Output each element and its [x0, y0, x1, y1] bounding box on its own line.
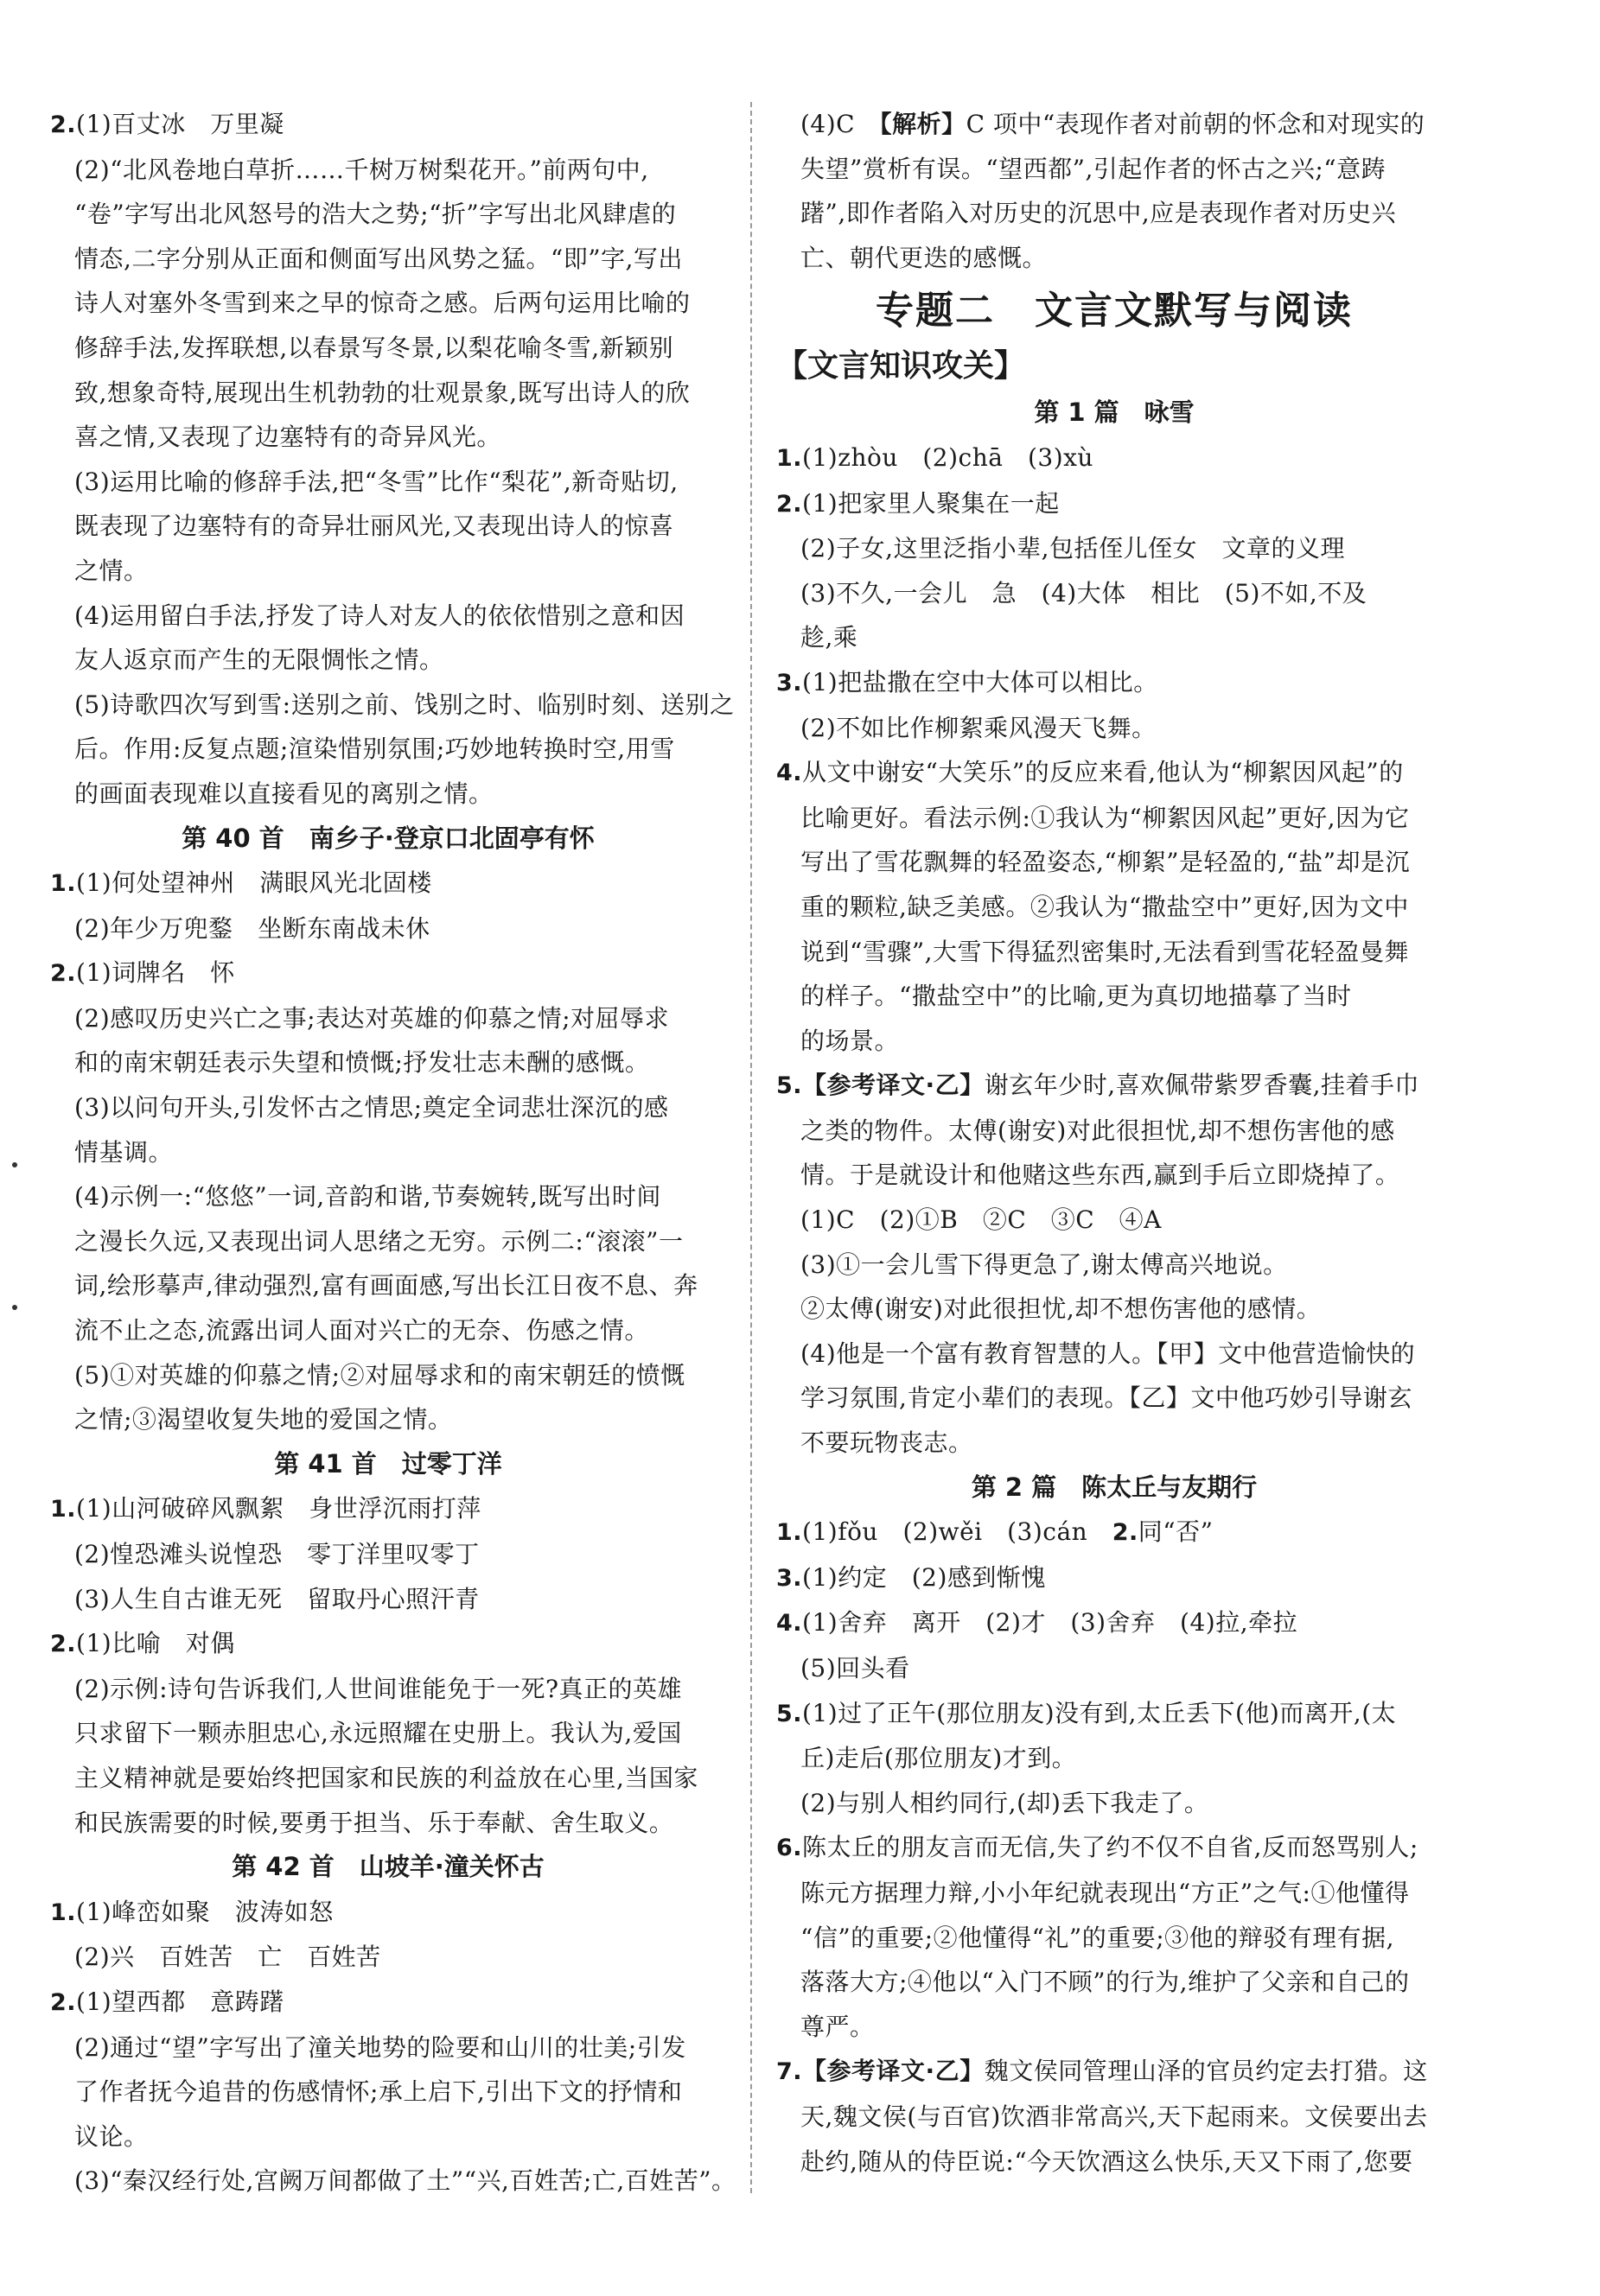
answer-line: 友人返京而产生的无限惆怅之情。: [74, 646, 444, 675]
answer-line: 陈元方据理力辩,小小年纪就表现出“方正”之气:①他懂得: [800, 1878, 1410, 1907]
answer-line: (4)运用留白手法,抒发了诗人对友人的依依惜别之意和因: [74, 601, 685, 630]
answer-text: 同“否”: [1138, 1517, 1214, 1547]
answer-text: 魏文侯同管理山泽的官员约定去打猎。这: [984, 2057, 1428, 2086]
answer-line: (4)示例一:“悠悠”一词,音韵和谐,节奏婉转,既写出时间: [74, 1182, 661, 1212]
answer-line: “信”的重要;②他懂得“礼”的重要;③他的辩驳有理有据,: [800, 1923, 1395, 1952]
answer-line: 学习氛围,肯定小辈们的表现。【乙】文中他巧妙引导谢玄: [800, 1383, 1412, 1413]
answer-line: [50, 1890, 726, 1936]
answer-text: 陈太丘的朋友言而无信,失了约不仅不自省,反而怒骂别人;: [802, 1833, 1418, 1862]
answer-line: (2)通过“望”字写出了潼关地势的险要和山川的壮美;引发: [74, 2032, 686, 2062]
answer-line: 议论。: [74, 2121, 149, 2151]
question-number: 5.: [776, 1072, 803, 1100]
answer-line: 说到“雪骤”,大雪下得猛烈密集时,无法看到雪花轻盈曼舞: [800, 937, 1409, 966]
answer-text: (1)词牌名 怀: [76, 958, 235, 988]
question-number: 1.: [776, 1519, 803, 1547]
answer-line: [776, 660, 1452, 706]
answer-line: (2)年少万兜鍪 坐断东南战未休: [74, 913, 430, 943]
question-number: 2.: [50, 960, 77, 988]
answer-line: 躇”,即作者陷入对历史的沉思中,应是表现作者对历史兴: [800, 199, 1397, 228]
answer-line: 既表现了边塞特有的奇异壮丽风光,又表现出诗人的惊喜: [74, 512, 674, 541]
answer-line: “卷”字写出北风怒号的浩大之势;“折”字写出北风肆虐的: [74, 200, 677, 229]
answer-line: [776, 102, 1452, 147]
answer-line: 喜之情,又表现了边塞特有的奇异风光。: [74, 423, 501, 452]
answer-text: (1)何处望神州 满眼风光北固楼: [76, 868, 432, 898]
answer-line: (2)感叹历史兴亡之事;表达对英雄的仰慕之情;对屈辱求: [74, 1003, 670, 1033]
translation-tag: 【参考译文·乙】: [802, 1071, 985, 1100]
answer-line: 修辞手法,发挥联想,以春景写冬景,以梨花喻冬雪,新颖别: [74, 333, 674, 362]
answer-line: (2)“北风卷地白草折……千树万树梨花开。”前两句中,: [74, 155, 649, 184]
question-number: 5.: [776, 1700, 803, 1727]
answer-text: (1)过了正午(那位朋友)没有到,太丘丢下(他)而离开,(太: [802, 1698, 1397, 1727]
answer-line: (2)子女,这里泛指小辈,包括侄儿侄女 文章的义理: [800, 534, 1345, 563]
question-number: 2.: [50, 1988, 77, 2016]
answer-line: [776, 436, 1452, 481]
answer-line: 重的颗粒,缺乏美感。②我认为“撒盐空中”更好,因为文中: [800, 892, 1409, 921]
answer-line: 天,魏文侯(与百官)饮酒非常高兴,天下起雨来。文侯要出去: [800, 2102, 1428, 2131]
answer-line: 赴约,随从的侍臣说:“今天饮酒这么快乐,天又下雨了,您要: [800, 2147, 1413, 2176]
answer-line: 和的南宋朝廷表示失望和愤慨;抒发壮志未酬的感慨。: [74, 1048, 650, 1078]
answer-line: 的样子。“撒盐空中”的比喻,更为真切地描摹了当时: [800, 982, 1352, 1011]
answer-text: (1)把盐撒在空中大体可以相比。: [802, 667, 1158, 696]
analysis-tag: 【解析】: [879, 110, 966, 138]
answer-line: [776, 481, 1452, 527]
answer-line: 之情。: [74, 556, 149, 585]
answer-line: 流不止之态,流露出词人面对兴亡的无奈、伤感之情。: [74, 1316, 649, 1345]
left-column: [50, 102, 736, 2204]
answer-line: 的场景。: [800, 1026, 900, 1055]
answer-line: (2)与别人相约同行,(却)丢下我走了。: [800, 1788, 1209, 1817]
question-number: 1.: [776, 444, 803, 472]
answer-line: 后。作用:反复点题;渲染惜别氛围;巧妙地转换时空,用雪: [74, 735, 675, 764]
answer-line: 趁,乘: [800, 623, 858, 652]
poem-title-42: 第 42 首 山坡羊·潼关怀古: [232, 1852, 545, 1882]
answer-line: 亡、朝代更迭的感慨。: [800, 243, 1048, 272]
answer-text: (1)山河破碎风飘絮 身世浮沉雨打萍: [76, 1494, 481, 1523]
question-number: 2.: [776, 490, 803, 518]
answer-line: 失望”赏析有误。“望西都”,引起作者的怀古之兴;“意踌: [800, 154, 1386, 183]
answer-line: [50, 1980, 726, 2026]
answer-line: 致,想象奇特,展现出生机勃勃的壮观景象,既写出诗人的欣: [74, 378, 691, 407]
answer-text: C 项中“表现作者对前朝的怀念和对现实的: [966, 110, 1425, 138]
passage-title-2: 第 2 篇 陈太丘与友期行: [971, 1472, 1258, 1502]
question-number: 4.: [776, 1610, 803, 1638]
answer-line: 之情;③渴望收复失地的爱国之情。: [74, 1405, 453, 1434]
answer-line: 比喻更好。看法示例:①我认为“柳絮因风起”更好,因为它: [800, 803, 1410, 832]
answer-line: [776, 750, 1452, 796]
answer-text: (1)望西都 意踌躇: [76, 1987, 284, 2016]
answer-line: [50, 951, 726, 996]
answer-line: (5)回头看: [800, 1654, 910, 1682]
answer-line: 情。于是就设计和他赌这些东西,赢到手后立即烧掉了。: [800, 1161, 1400, 1190]
answer-line: 写出了雪花飘舞的轻盈姿态,“柳絮”是轻盈的,“盐”却是沉: [800, 848, 1411, 877]
answer-line: 之类的物件。太傅(谢安)对此很担忧,却不想伤害他的感: [800, 1116, 1395, 1145]
poem-title-40: 第 40 首 南乡子·登京口北固亭有怀: [182, 823, 595, 853]
question-number: 1.: [50, 1496, 77, 1523]
answer-text: (4)C: [800, 110, 880, 138]
answer-text: (1)百丈冰 万里凝: [76, 110, 284, 138]
answer-line: 不要玩物丧志。: [800, 1428, 973, 1458]
answer-line: (3)不久,一会儿 急 (4)大体 相比 (5)不如,不及: [800, 578, 1367, 607]
answer-line: (2)兴 百姓苦 亡 百姓苦: [74, 1943, 381, 1972]
answer-line: 尊严。: [800, 2012, 875, 2041]
answer-line: 主义精神就是要始终把国家和民族的利益放在心里,当国家: [74, 1763, 698, 1792]
answer-text: (1)约定 (2)感到惭愧: [802, 1562, 1046, 1592]
margin-dot: [12, 1162, 17, 1167]
answer-line: [50, 861, 726, 906]
answer-line: (4)他是一个富有教育智慧的人。【甲】文中他营造愉快的: [800, 1339, 1416, 1368]
answer-line: [776, 1691, 1452, 1737]
answer-line: 了作者抚今追昔的伤感情怀;承上启下,引出下文的抒情和: [74, 2077, 683, 2107]
topic-title: 专题二 文言文默写与阅读: [876, 289, 1353, 334]
answer-line: [50, 102, 726, 148]
margin-dot: [12, 1305, 17, 1310]
passage-title-1: 第 1 篇 咏雪: [1034, 398, 1195, 428]
answer-line: ②太傅(谢安)对此很担忧,却不想伤害他的感情。: [800, 1294, 1322, 1324]
question-number: 2.: [1112, 1519, 1138, 1547]
answer-line: 之漫长久远,又表现出词人思绪之无穷。示例二:“滚滚”一: [74, 1226, 684, 1256]
answer-line: (3)人生自古谁无死 留取丹心照汗青: [74, 1584, 480, 1613]
question-number: 6.: [776, 1835, 803, 1862]
answer-line: 丘)走后(那位朋友)才到。: [800, 1744, 1077, 1773]
answer-line: (3)以问句开头,引发怀古之情思;奠定全词悲壮深沉的感: [74, 1093, 669, 1123]
answer-text: (1)比喻 对偶: [76, 1629, 235, 1658]
answer-line: [776, 1825, 1452, 1871]
answer-text: (1)zhòu (2)chā (3)xù: [802, 442, 1093, 472]
answer-line: [776, 2049, 1452, 2095]
answer-text: (1)把家里人聚集在一起: [802, 488, 1060, 518]
answer-line: (1)C (2)①B ②C ③C ④A: [800, 1205, 1162, 1235]
answer-line: [50, 1486, 726, 1532]
right-column: [776, 102, 1452, 2184]
section-title: 【文言知识攻关】: [776, 348, 1026, 385]
answer-line: (2)不如比作柳絮乘风漫天飞舞。: [800, 713, 1157, 742]
answer-text: 谢玄年少时,喜欢佩带紫罗香囊,挂着手巾: [984, 1071, 1419, 1100]
answer-line: [776, 1510, 1452, 1555]
question-number: 2.: [50, 111, 77, 138]
answer-line: (3)运用比喻的修辞手法,把“冬雪”比作“梨花”,新奇贴切,: [74, 467, 679, 496]
question-number: 3.: [776, 669, 803, 696]
answer-line: [776, 1063, 1452, 1109]
answer-line: 情基调。: [74, 1137, 174, 1167]
question-number: 1.: [50, 870, 77, 898]
answer-line: 诗人对塞外冬雪到来之早的惊奇之感。后两句运用比喻的: [74, 289, 691, 318]
answer-line: 词,绘形摹声,律动强烈,富有画面感,写出长江日夜不息、奔: [74, 1271, 698, 1301]
answer-line: (5)诗歌四次写到雪:送别之前、饯别之时、临别时刻、送别之: [74, 690, 735, 719]
answer-line: 落落大方;④他以“入门不顾”的行为,维护了父亲和自己的: [800, 1968, 1410, 1997]
answer-line: [50, 1621, 726, 1667]
question-number: 2.: [50, 1631, 77, 1658]
question-number: 3.: [776, 1564, 803, 1592]
column-divider: [750, 102, 752, 2193]
answer-line: (3)“秦汉经行处,宫阙万间都做了土”“兴,百姓苦;亡,百姓苦”。: [74, 2166, 736, 2196]
answer-line: [776, 1555, 1452, 1601]
poem-title-41: 第 41 首 过零丁洋: [274, 1448, 502, 1479]
translation-tag: 【参考译文·乙】: [802, 2057, 985, 2086]
answer-line: [776, 1600, 1452, 1646]
answer-line: (2)惶恐滩头说惶恐 零丁洋里叹零丁: [74, 1540, 480, 1568]
question-number: 1.: [50, 1898, 77, 1926]
question-number: 4.: [776, 760, 803, 787]
answer-line: 情态,二字分别从正面和侧面写出风势之猛。“即”字,写出: [74, 244, 683, 273]
answer-line: (5)①对英雄的仰慕之情;②对屈辱求和的南宋朝廷的愤慨: [74, 1360, 685, 1390]
question-number: 7.: [776, 2058, 803, 2086]
answer-text: (1)舍弃 离开 (2)才 (3)舍弃 (4)拉,牵拉: [802, 1608, 1298, 1638]
answer-text: (1)fǒu (2)wěi (3)cán: [802, 1517, 1112, 1547]
answer-line: (2)示例:诗句告诉我们,人世间谁能免于一死?真正的英雄: [74, 1674, 683, 1703]
answer-line: 只求留下一颗赤胆忠心,永远照耀在史册上。我认为,爱国: [74, 1719, 682, 1748]
answer-text: 从文中谢安“大笑乐”的反应来看,他认为“柳絮因风起”的: [802, 758, 1404, 787]
answer-text: (1)峰峦如聚 波涛如怒: [76, 1897, 334, 1926]
answer-line: 和民族需要的时候,要勇于担当、乐于奉献、舍生取义。: [74, 1808, 674, 1837]
answer-line: (3)①一会儿雪下得更急了,谢太傅高兴地说。: [800, 1250, 1288, 1279]
answer-line: 的画面表现难以直接看见的离别之情。: [74, 779, 494, 808]
